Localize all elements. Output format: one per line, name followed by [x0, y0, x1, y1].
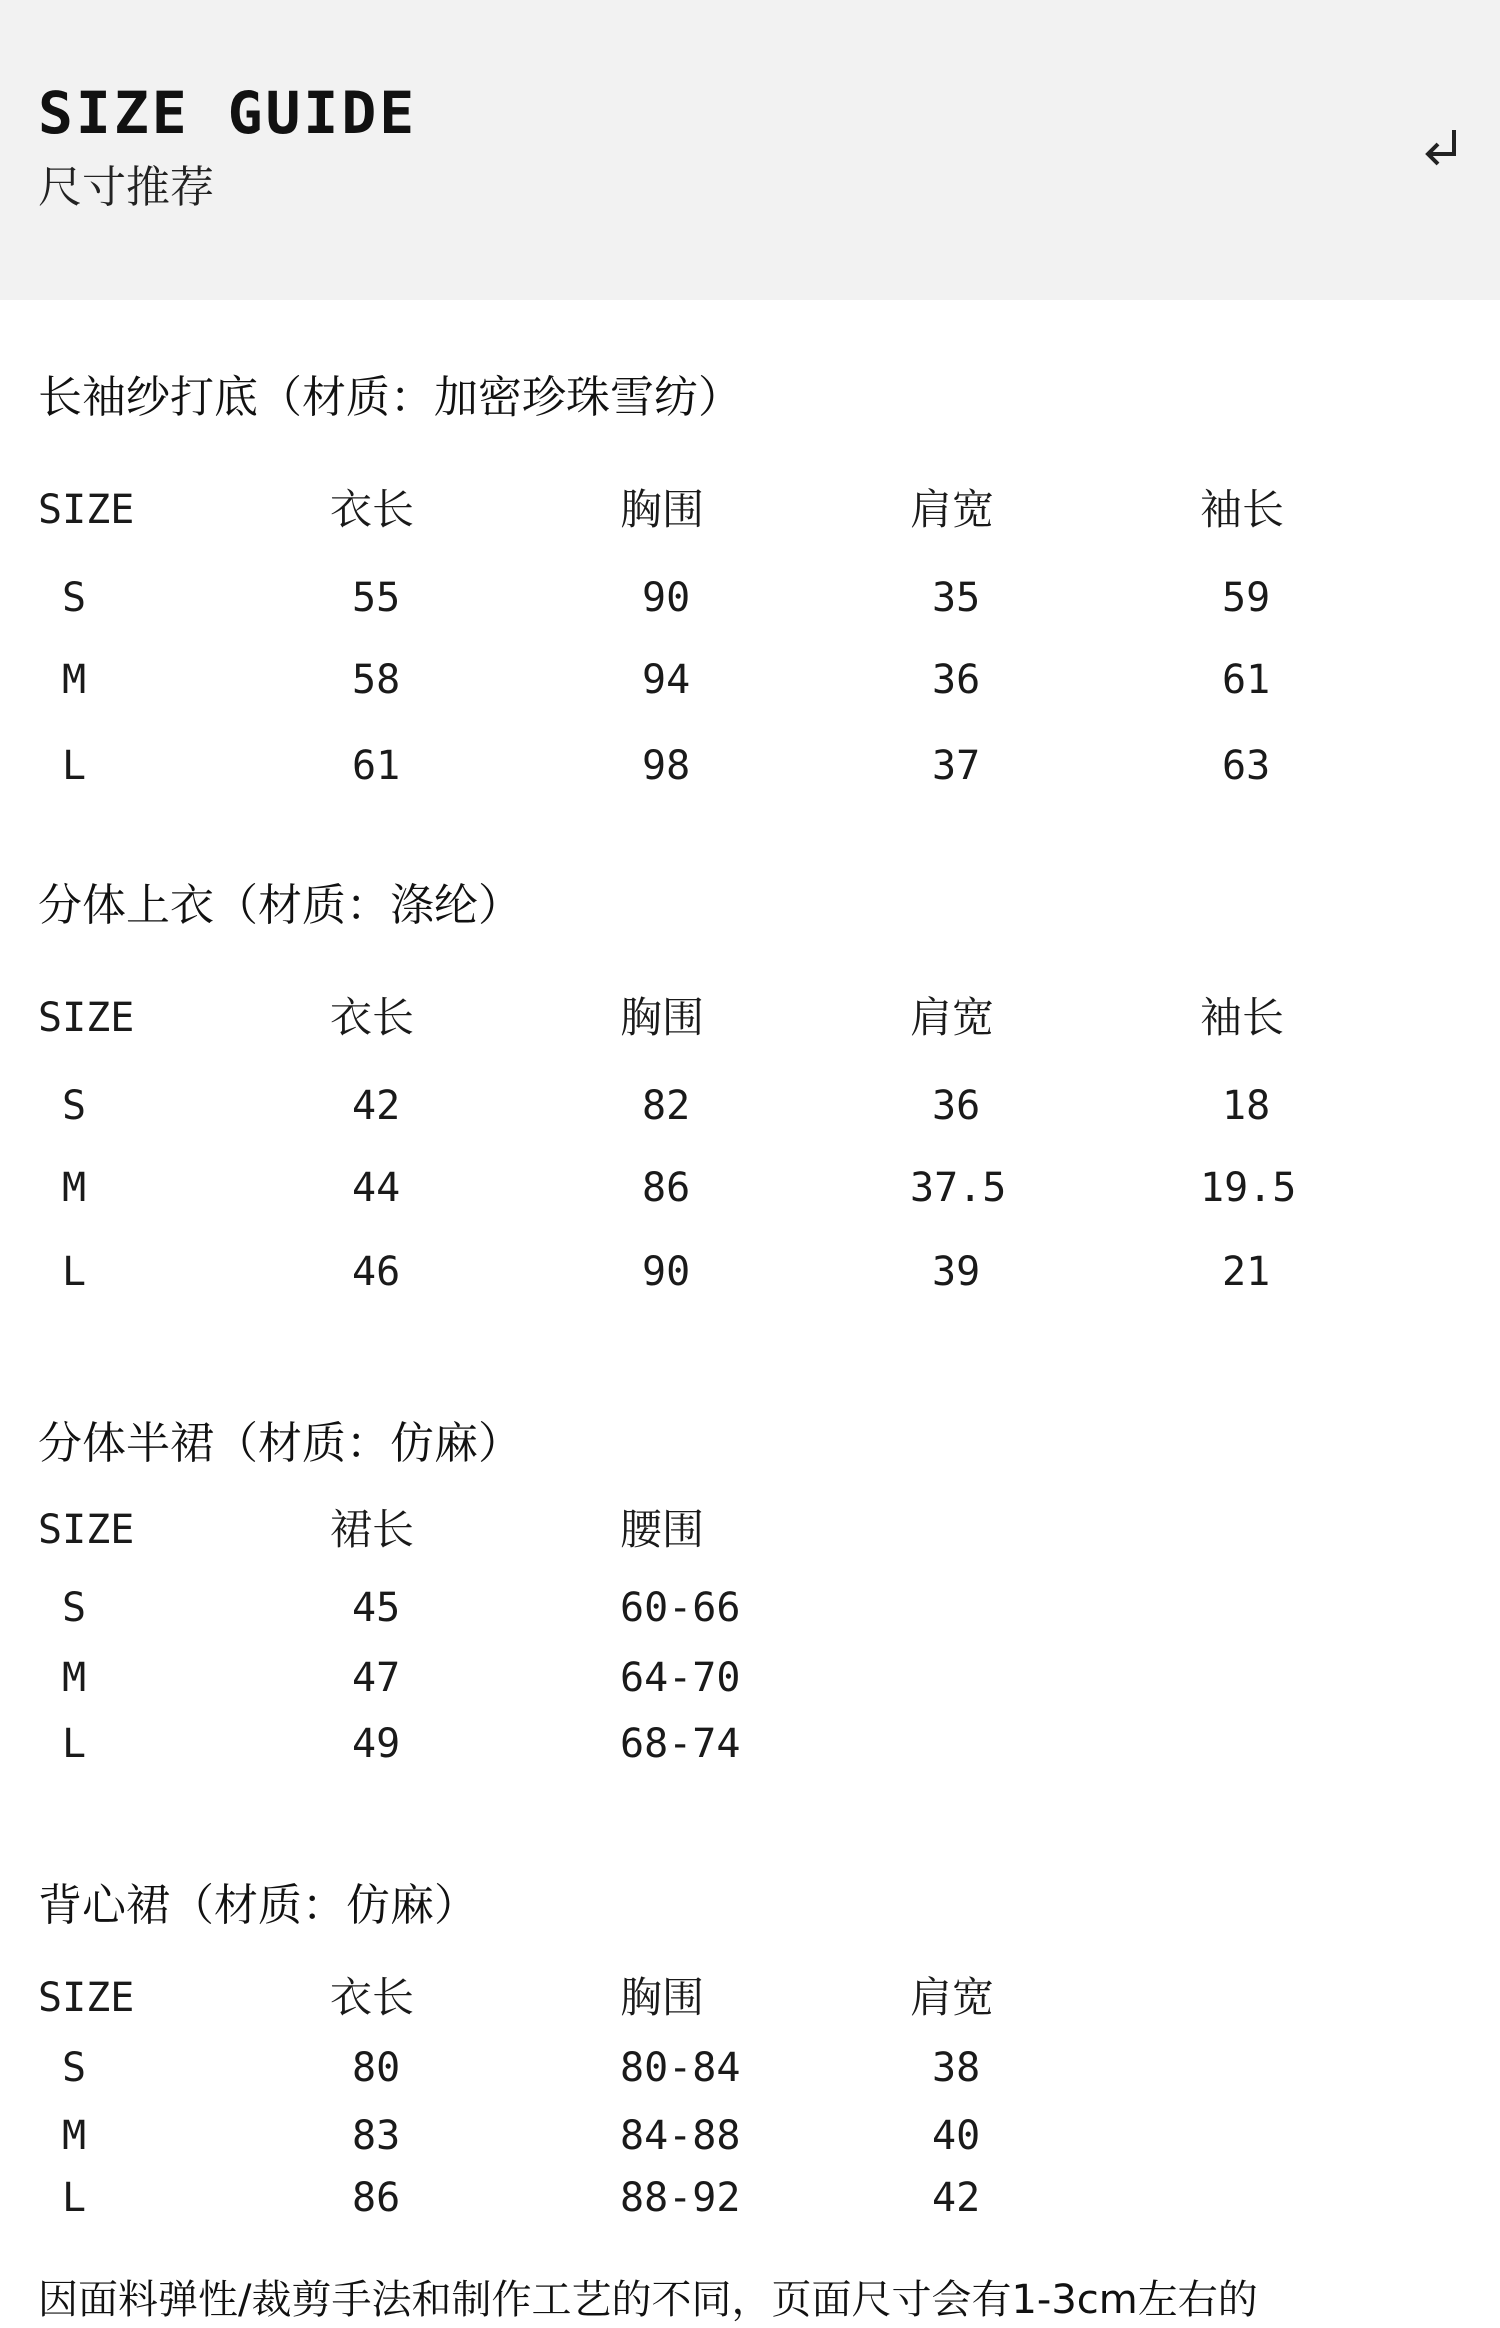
column-header: 胸围: [620, 485, 705, 534]
table-cell: 36: [932, 1083, 981, 1129]
table-cell: 55: [352, 575, 401, 621]
table-cell: 82: [642, 1083, 691, 1129]
header-bar: [0, 0, 1500, 300]
column-header: 胸围: [620, 1973, 705, 2022]
table-cell: 46: [352, 1249, 401, 1295]
table-cell: 86: [642, 1165, 691, 1211]
page-subtitle: 尺寸推荐: [38, 162, 214, 213]
table-cell: S: [62, 1083, 87, 1129]
column-header: 胸围: [620, 993, 705, 1042]
table-cell: 38: [932, 2045, 981, 2091]
table-cell: 44: [352, 1165, 401, 1211]
table-cell: M: [62, 657, 87, 703]
table-cell: 90: [642, 1249, 691, 1295]
column-header: 肩宽: [910, 1973, 995, 2022]
table-cell: L: [62, 2175, 87, 2221]
table-cell: 45: [352, 1585, 401, 1631]
section-title: 背心裙（材质：仿麻）: [38, 1880, 478, 1931]
table-cell: 83: [352, 2113, 401, 2159]
table-cell: M: [62, 1655, 87, 1701]
table-cell: 47: [352, 1655, 401, 1701]
column-header: SIZE: [38, 1507, 135, 1553]
table-cell: 49: [352, 1721, 401, 1767]
table-cell: M: [62, 1165, 87, 1211]
table-cell: 60-66: [620, 1585, 741, 1631]
table-cell: 98: [642, 743, 691, 789]
table-cell: 37: [932, 743, 981, 789]
table-cell: 80: [352, 2045, 401, 2091]
table-cell: 84-88: [620, 2113, 741, 2159]
table-cell: 86: [352, 2175, 401, 2221]
column-header: 衣长: [330, 1973, 415, 2022]
section-title: 分体上衣（材质：涤纶）: [38, 880, 522, 931]
table-cell: 63: [1222, 743, 1271, 789]
table-cell: 21: [1222, 1249, 1271, 1295]
column-header: 肩宽: [910, 993, 995, 1042]
column-header: 肩宽: [910, 485, 995, 534]
table-cell: 39: [932, 1249, 981, 1295]
table-cell: 35: [932, 575, 981, 621]
column-header: 袖长: [1200, 485, 1285, 534]
return-arrow-icon[interactable]: [1420, 124, 1464, 174]
column-header: 衣长: [330, 993, 415, 1042]
table-cell: 37.5: [910, 1165, 1007, 1211]
table-cell: L: [62, 1249, 87, 1295]
table-cell: 61: [352, 743, 401, 789]
table-cell: 80-84: [620, 2045, 741, 2091]
column-header: 裙长: [330, 1505, 415, 1554]
table-cell: 58: [352, 657, 401, 703]
table-cell: 68-74: [620, 1721, 741, 1767]
page-title: SIZE GUIDE: [38, 79, 418, 147]
table-cell: L: [62, 1721, 87, 1767]
column-header: SIZE: [38, 995, 135, 1041]
table-cell: 36: [932, 657, 981, 703]
section-title: 分体半裙（材质：仿麻）: [38, 1418, 522, 1469]
column-header: 袖长: [1200, 993, 1285, 1042]
table-cell: 18: [1222, 1083, 1271, 1129]
footer-note: 因面料弹性/裁剪手法和制作工艺的不同，页面尺寸会有1-3cm左右的: [38, 2277, 1258, 2323]
table-cell: 42: [932, 2175, 981, 2221]
table-cell: 19.5: [1200, 1165, 1297, 1211]
table-cell: 94: [642, 657, 691, 703]
table-cell: M: [62, 2113, 87, 2159]
section-title: 长袖纱打底（材质：加密珍珠雪纺）: [38, 372, 742, 423]
table-cell: 64-70: [620, 1655, 741, 1701]
table-cell: 88-92: [620, 2175, 741, 2221]
table-cell: S: [62, 1585, 87, 1631]
column-header: SIZE: [38, 487, 135, 533]
table-cell: S: [62, 2045, 87, 2091]
table-cell: 42: [352, 1083, 401, 1129]
column-header: SIZE: [38, 1975, 135, 2021]
column-header: 衣长: [330, 485, 415, 534]
column-header: 腰围: [620, 1505, 705, 1554]
table-cell: 61: [1222, 657, 1271, 703]
table-cell: S: [62, 575, 87, 621]
table-cell: 40: [932, 2113, 981, 2159]
table-cell: 59: [1222, 575, 1271, 621]
table-cell: 90: [642, 575, 691, 621]
table-cell: L: [62, 743, 87, 789]
